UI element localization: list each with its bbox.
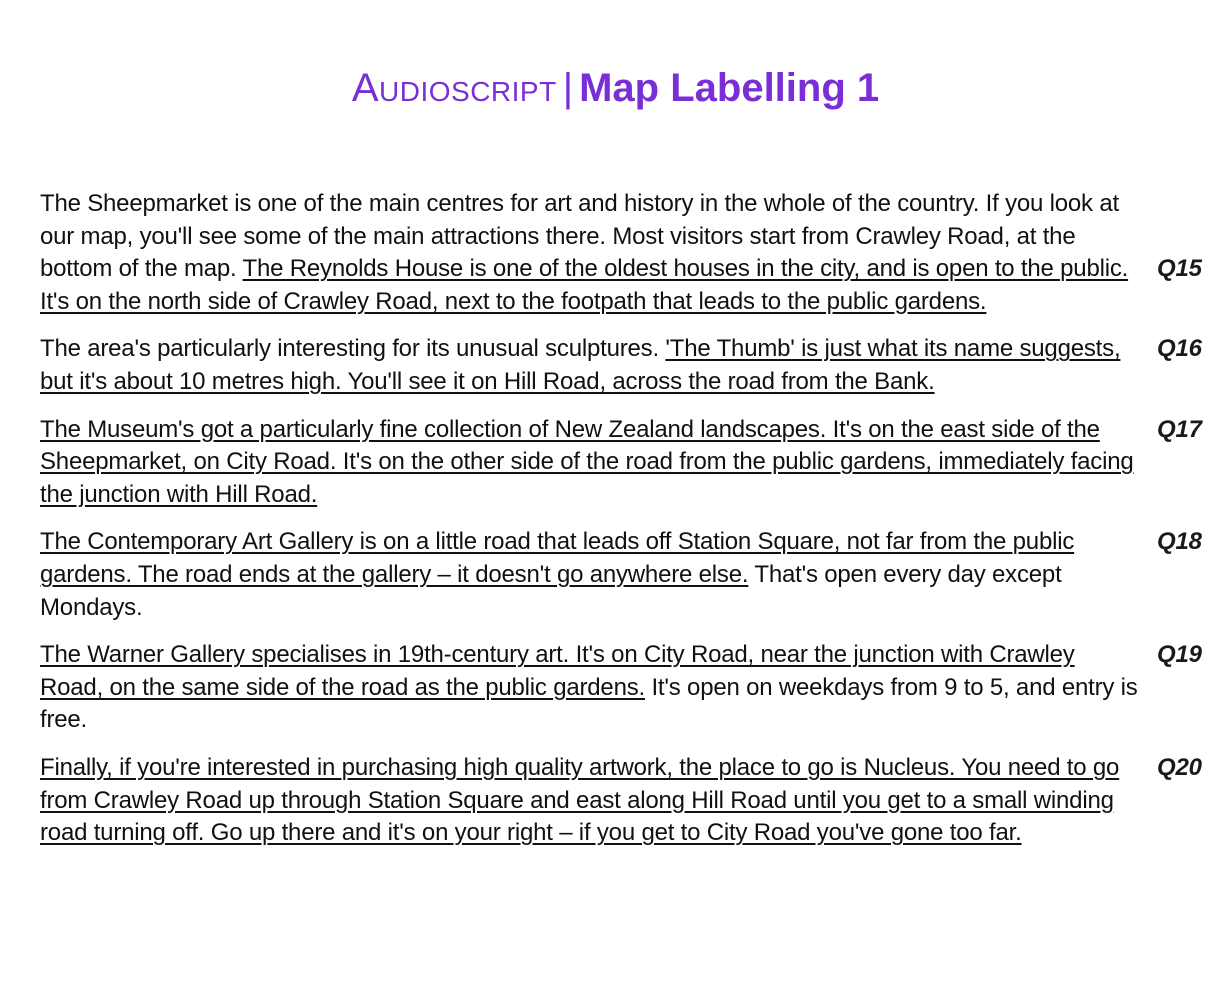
paragraph-q16 [40, 333, 1202, 398]
paragraph-text: It's open on weekdays from 9 to 5, and entry is free. [40, 673, 1138, 734]
answer-text: The Contemporary Art Gallery is on a little road that leads off Station Square, not far from the public gardens. The road ends at the gallery – it doesn't go anywhere else. [40, 528, 1075, 588]
question-number: Q16 [1157, 335, 1202, 363]
answer-text: Finally, if you're interested in purchasing high quality artwork, the place to go is Nucleus. You need to go from Crawley Road up through Station Square and east along Hill Road until you get to a small winding road turning off. Go up there and it's on your right – if you get to City Road you've gone too far. [40, 753, 1120, 847]
answer-text: The Warner Gallery specialises in 19th-century art. It's on City Road, near the junction with Crawley Road, on the same side of the road as the public gardens. [40, 641, 1075, 701]
paragraph-text: The Sheepmarket is one of the main centres for art and history in the whole of the country. If you look at our map, you'll see some of the main attractions there. Most visitors start from Crawley Road, at the bottom of the map. [40, 190, 1119, 283]
paragraph-q20 [40, 752, 1202, 850]
question-number: Q19 [1157, 641, 1202, 669]
page-title [0, 64, 1231, 112]
paragraph-q17 [40, 414, 1202, 512]
question-number: Q15 [1157, 255, 1202, 283]
answer-text: The Reynolds House is one of the oldest houses in the city, and is open to the public. It's on the north side of Crawley Road, next to the footpath that leads to the public gardens. [40, 255, 1129, 315]
paragraph-q15 [40, 188, 1202, 318]
question-number: Q18 [1157, 528, 1202, 556]
question-number: Q20 [1157, 753, 1202, 781]
audioscript-label: Audioscript [351, 66, 557, 110]
audioscript-body [40, 188, 1220, 865]
paragraph-q19 [40, 639, 1202, 737]
answer-text: The Museum's got a particularly fine collection of New Zealand landscapes. It's on the east side of the Sheepmarket, on City Road. It's on the other side of the road from the public gardens, immediately facing the junction with Hill Road. [40, 415, 1134, 508]
paragraph-q18 [40, 526, 1202, 624]
question-number: Q17 [1157, 415, 1202, 443]
paragraph-text: That's open every day except Mondays. [40, 560, 1062, 621]
answer-text: 'The Thumb' is just what its name suggests, but it's about 10 metres high. You'll see it on Hill Road, across the road from the Bank. [40, 335, 1121, 395]
title-separator: | [562, 66, 574, 110]
section-title: Map Labelling 1 [579, 66, 880, 110]
paragraph-text: The area's particularly interesting for its unusual sculptures. [40, 335, 666, 363]
